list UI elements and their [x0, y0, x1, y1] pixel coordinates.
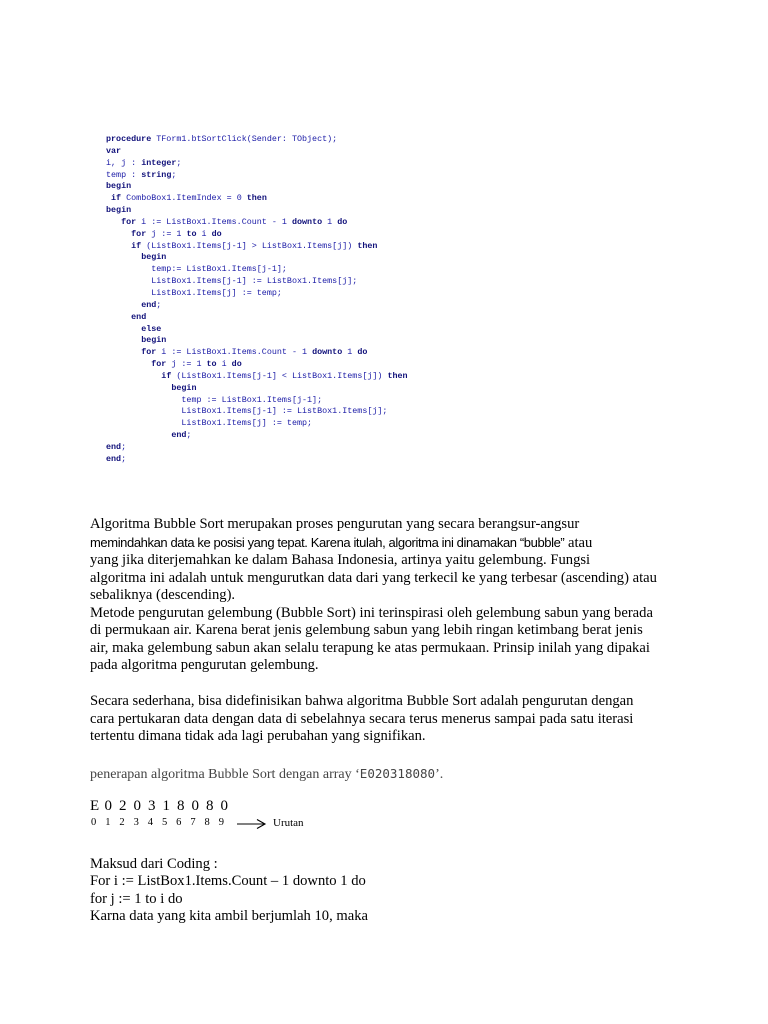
text-line: Metode pengurutan gelembung (Bubble Sort) ini terinspirasi oleh gelembung sabun yang berada [90, 604, 653, 621]
index-label: 7 [190, 817, 196, 828]
index-label: 8 [204, 817, 210, 828]
array-char: 0 [191, 798, 199, 814]
code-line: end [131, 311, 147, 322]
code-line: else [141, 323, 162, 334]
maksud-code-line: for j := 1 to i do [90, 890, 183, 907]
array-char: 3 [148, 798, 156, 814]
code-line: procedure TForm1.btSortClick(Sender: TObject); [106, 134, 338, 144]
text-line: algoritma ini adalah untuk mengurutkan data dari yang terkecil ke yang terbesar (ascending) atau [90, 569, 657, 586]
code-line: if ComboBox1.ItemIndex = 0 then [111, 193, 267, 204]
index-label: 4 [147, 817, 153, 828]
index-label: 5 [161, 817, 168, 828]
code-snippet [106, 134, 446, 466]
penerapan-line: penerapan algoritma Bubble Sort dengan array ‘E020318080’. [90, 766, 444, 782]
text-line: pada algoritma pengurutan gelembung. [90, 657, 319, 673]
array-char: E [90, 798, 100, 814]
code-line: var [106, 145, 122, 156]
text-line: Algoritma Bubble Sort merupakan proses pengurutan yang secara berangsur-angsur [90, 516, 580, 532]
code-line: begin [171, 382, 197, 393]
array-values [90, 798, 235, 815]
maksud-heading: Maksud dari Coding : [90, 856, 218, 872]
index-label: 2 [119, 817, 125, 828]
array-char: 8 [206, 798, 214, 814]
array-char: 8 [177, 798, 185, 814]
text-line: air, maka gelembung sabun akan selalu terapung ke atas permukaan. Prinsip inilah yang dipakai [90, 639, 650, 656]
code-line: ListBox1.Items[j-1] := ListBox1.Items[j]; [106, 406, 388, 417]
code-line: end; [106, 441, 127, 452]
code-line: end; [141, 299, 162, 310]
code-line: end; [171, 430, 192, 441]
array-char: 0 [133, 798, 141, 814]
code-line: begin [141, 335, 167, 346]
index-label: 3 [133, 817, 139, 828]
code-line: begin [106, 205, 132, 216]
code-line: end; [106, 453, 127, 464]
text-line: yang jika diterjemahkan ke dalam Bahasa Indonesia, artinya yaitu gelembung. Fungsi [90, 552, 591, 568]
maksud-code-line: For i := ListBox1.Items.Count – 1 downto 1 do [90, 873, 366, 890]
code-line: i, j : integer; [106, 157, 182, 168]
code-line: for j := 1 to i do [151, 359, 242, 370]
text-line: cara pertukaran data dengan data di sebelahnya secara terus menerus sampai pada satu iterasi [90, 710, 634, 727]
code-line: temp:= ListBox1.Items[j-1]; [106, 264, 287, 275]
code-line: begin [141, 252, 167, 263]
code-line: if (ListBox1.Items[j-1] < ListBox1.Items[j]) then [161, 370, 408, 381]
code-line: temp : string; [106, 169, 177, 180]
code-line: ListBox1.Items[j-1] := ListBox1.Items[j]; [106, 276, 358, 287]
array-char: 0 [104, 798, 112, 814]
text-line: tertentu dimana tidak ada lagi perubahan yang signifikan. [90, 728, 426, 744]
text-line: di permukaan air. Karena berat jenis gelembung sabun yang lebih ringan ketimbang berat jenis [90, 622, 643, 638]
array-char: 2 [119, 798, 127, 814]
code-line: ListBox1.Items[j] := temp; [106, 418, 313, 429]
text-line: memindahkan data ke posisi yang tepat. Karena itulah, algoritma ini dinamakan “bubble” atau [90, 534, 593, 551]
array-indices [91, 817, 233, 828]
paragraph-bubble-sort-intro [90, 516, 690, 675]
array-char: 1 [162, 798, 170, 814]
code-line: for i := ListBox1.Items.Count - 1 downto 1 do [121, 216, 348, 227]
code-line: for i := ListBox1.Items.Count - 1 downto 1 do [141, 347, 368, 358]
code-line: temp := ListBox1.Items[j-1]; [106, 394, 323, 405]
index-label: 9 [218, 817, 224, 828]
maksud-section [90, 856, 690, 925]
urutan-label: Urutan [273, 817, 304, 829]
index-label: 1 [105, 817, 111, 828]
code-line: begin [106, 181, 132, 192]
index-label: 0 [91, 817, 97, 828]
code-line: ListBox1.Items[j] := temp; [106, 287, 282, 298]
code-line: if (ListBox1.Items[j-1] > ListBox1.Items[j]) then [131, 240, 378, 251]
text-line: Secara sederhana, bisa didefinisikan bahwa algoritma Bubble Sort adalah pengurutan dengan [90, 693, 634, 709]
index-label: 6 [176, 817, 182, 828]
maksud-text-line: Karna data yang kita ambil berjumlah 10, maka [90, 907, 368, 924]
array-char: 0 [220, 798, 228, 814]
code-line: for j := 1 to i do [131, 228, 222, 239]
text-line: sebaliknya (descending). [90, 587, 236, 603]
arrow-right-icon [237, 817, 267, 831]
paragraph-definition [90, 693, 690, 746]
